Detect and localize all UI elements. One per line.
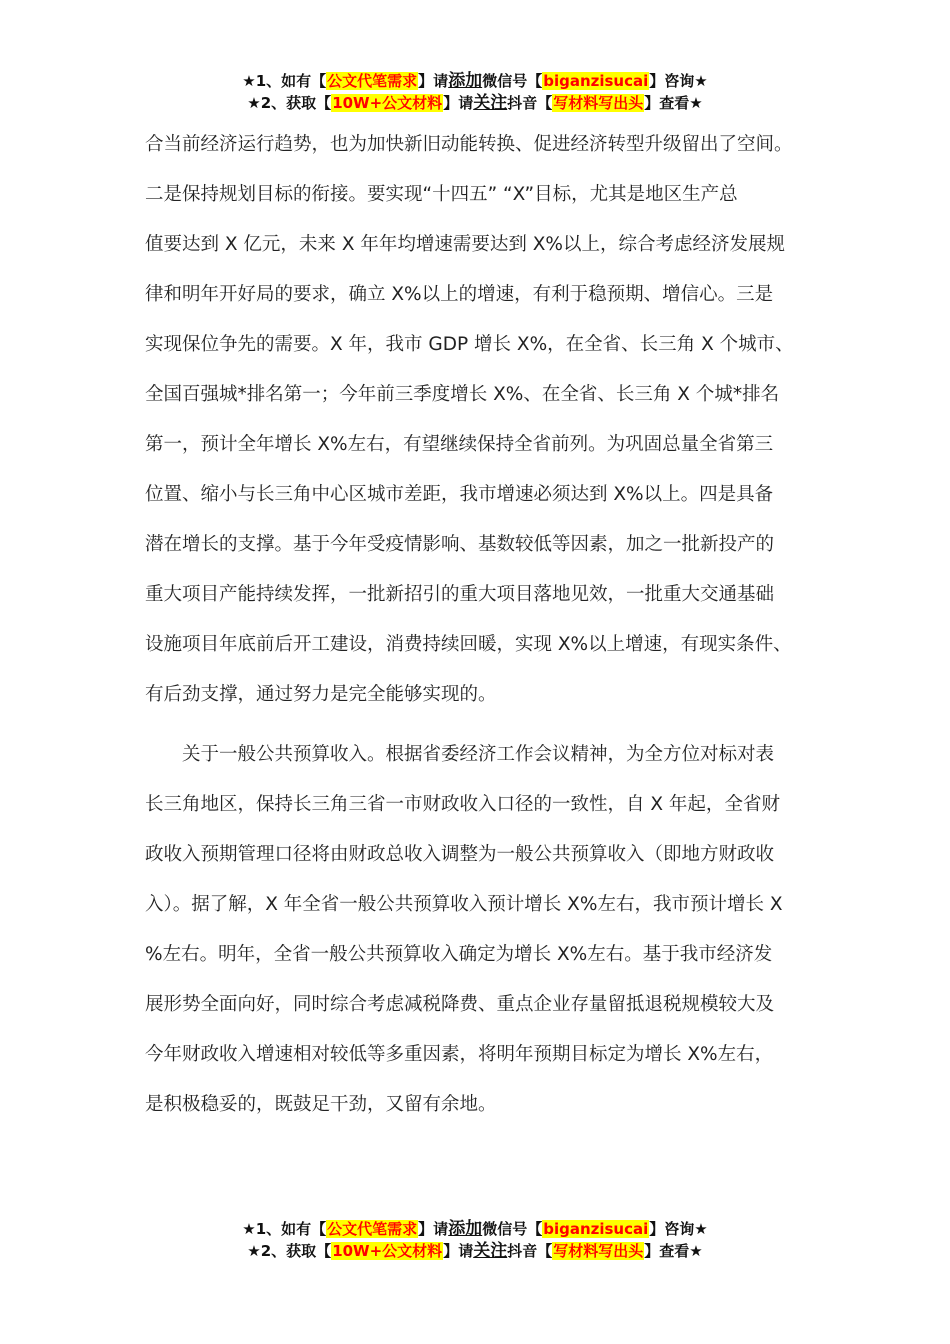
emphasis-text: 关注: [473, 93, 508, 113]
text-line: 位置、缩小与长三角中心区城市差距，我市增速必须达到 X%以上。四是具备: [145, 484, 774, 505]
emphasis-text: 添加: [448, 1219, 483, 1239]
banner-text: ★1、如有【: [242, 72, 327, 90]
highlight-service: 公文代笔需求: [327, 72, 418, 90]
text-line: 全国百强城*排名第一；今年前三季度增长 X%、在全省、长三角 X 个城*排名: [145, 384, 780, 405]
emphasis-text: 添加: [448, 71, 483, 91]
highlight-materials: 10W+公文材料: [332, 94, 443, 112]
text-line: 值要达到 X 亿元，未来 X 年年均增速需要达到 X%以上，综合考虑经济发展规: [145, 234, 786, 255]
banner-line-2: [0, 1240, 950, 1262]
document-body: [145, 128, 815, 1138]
paragraph-1: [145, 128, 815, 728]
banner-text: 】查看★: [644, 1242, 703, 1260]
banner-text: ★2、获取【: [247, 94, 332, 112]
banner-text: 抖音【: [507, 94, 553, 112]
banner-text: 抖音【: [507, 1242, 553, 1260]
text-line: 合当前经济运行趋势，也为加快新旧动能转换、促进经济转型升级留出了空间。: [145, 134, 793, 155]
banner-line-1: [0, 70, 950, 92]
banner-text: ★2、获取【: [247, 1242, 332, 1260]
highlight-wechat-id: biganzisucai: [543, 1220, 649, 1238]
banner-text: 】查看★: [644, 94, 703, 112]
text-line: 第一，预计全年增长 X%左右，有望继续保持全省前列。为巩固总量全省第三: [145, 434, 774, 455]
highlight-wechat-id: biganzisucai: [543, 72, 649, 90]
banner-line-1: [0, 1218, 950, 1240]
text-line: 长三角地区，保持长三角三省一市财政收入口径的一致性，自 X 年起，全省财: [145, 794, 780, 815]
text-line: 政收入预期管理口径将由财政总收入调整为一般公共预算收入（即地方财政收: [145, 844, 775, 865]
text-line: 实现保位争先的需要。X 年，我市 GDP 增长 X%，在全省、长三角 X 个城市、: [145, 334, 794, 355]
banner-line-2: [0, 92, 950, 114]
highlight-douyin-id: 写材料写出头: [553, 1242, 644, 1260]
banner-text: 微信号【: [482, 1220, 543, 1238]
emphasis-text: 关注: [473, 1241, 508, 1261]
text-line: 展形势全面向好，同时综合考虑减税降费、重点企业存量留抵退税规模较大及: [145, 994, 775, 1015]
banner-text: 】请: [418, 72, 449, 90]
text-line: 律和明年开好局的要求，确立 X%以上的增速，有利于稳预期、增信心。三是: [145, 284, 774, 305]
text-line: 重大项目产能持续发挥，一批新招引的重大项目落地见效，一批重大交通基础: [145, 584, 775, 605]
text-line: 二是保持规划目标的衔接。要实现“十四五” “X”目标，尤其是地区生产总: [145, 184, 738, 205]
header-banner: [0, 70, 950, 114]
text-line: 潜在增长的支撑。基于今年受疫情影响、基数较低等因素，加之一批新投产的: [145, 534, 775, 555]
paragraph-2: [145, 738, 815, 1138]
text-line: 有后劲支撑，通过努力是完全能够实现的。: [145, 684, 497, 705]
banner-text: ★1、如有【: [242, 1220, 327, 1238]
banner-text: 】请: [443, 94, 474, 112]
banner-text: 】咨询★: [649, 1220, 708, 1238]
highlight-douyin-id: 写材料写出头: [553, 94, 644, 112]
highlight-service: 公文代笔需求: [327, 1220, 418, 1238]
text-line: 是积极稳妥的，既鼓足干劲，又留有余地。: [145, 1094, 497, 1115]
highlight-materials: 10W+公文材料: [332, 1242, 443, 1260]
text-line: 今年财政收入增速相对较低等多重因素，将明年预期目标定为增长 X%左右，: [145, 1044, 774, 1065]
text-line: 设施项目年底前后开工建设，消费持续回暖，实现 X%以上增速，有现实条件、: [145, 634, 792, 655]
text-line: %左右。明年，全省一般公共预算收入确定为增长 X%左右。基于我市经济发: [145, 944, 773, 965]
banner-text: 】请: [443, 1242, 474, 1260]
footer-banner: [0, 1218, 950, 1262]
banner-text: 】请: [418, 1220, 449, 1238]
text-line: 入）。据了解，X 年全省一般公共预算收入预计增长 X%左右，我市预计增长 X: [145, 894, 783, 915]
banner-text: 微信号【: [482, 72, 543, 90]
banner-text: 】咨询★: [649, 72, 708, 90]
text-line: 关于一般公共预算收入。根据省委经济工作会议精神，为全方位对标对表: [182, 744, 775, 765]
